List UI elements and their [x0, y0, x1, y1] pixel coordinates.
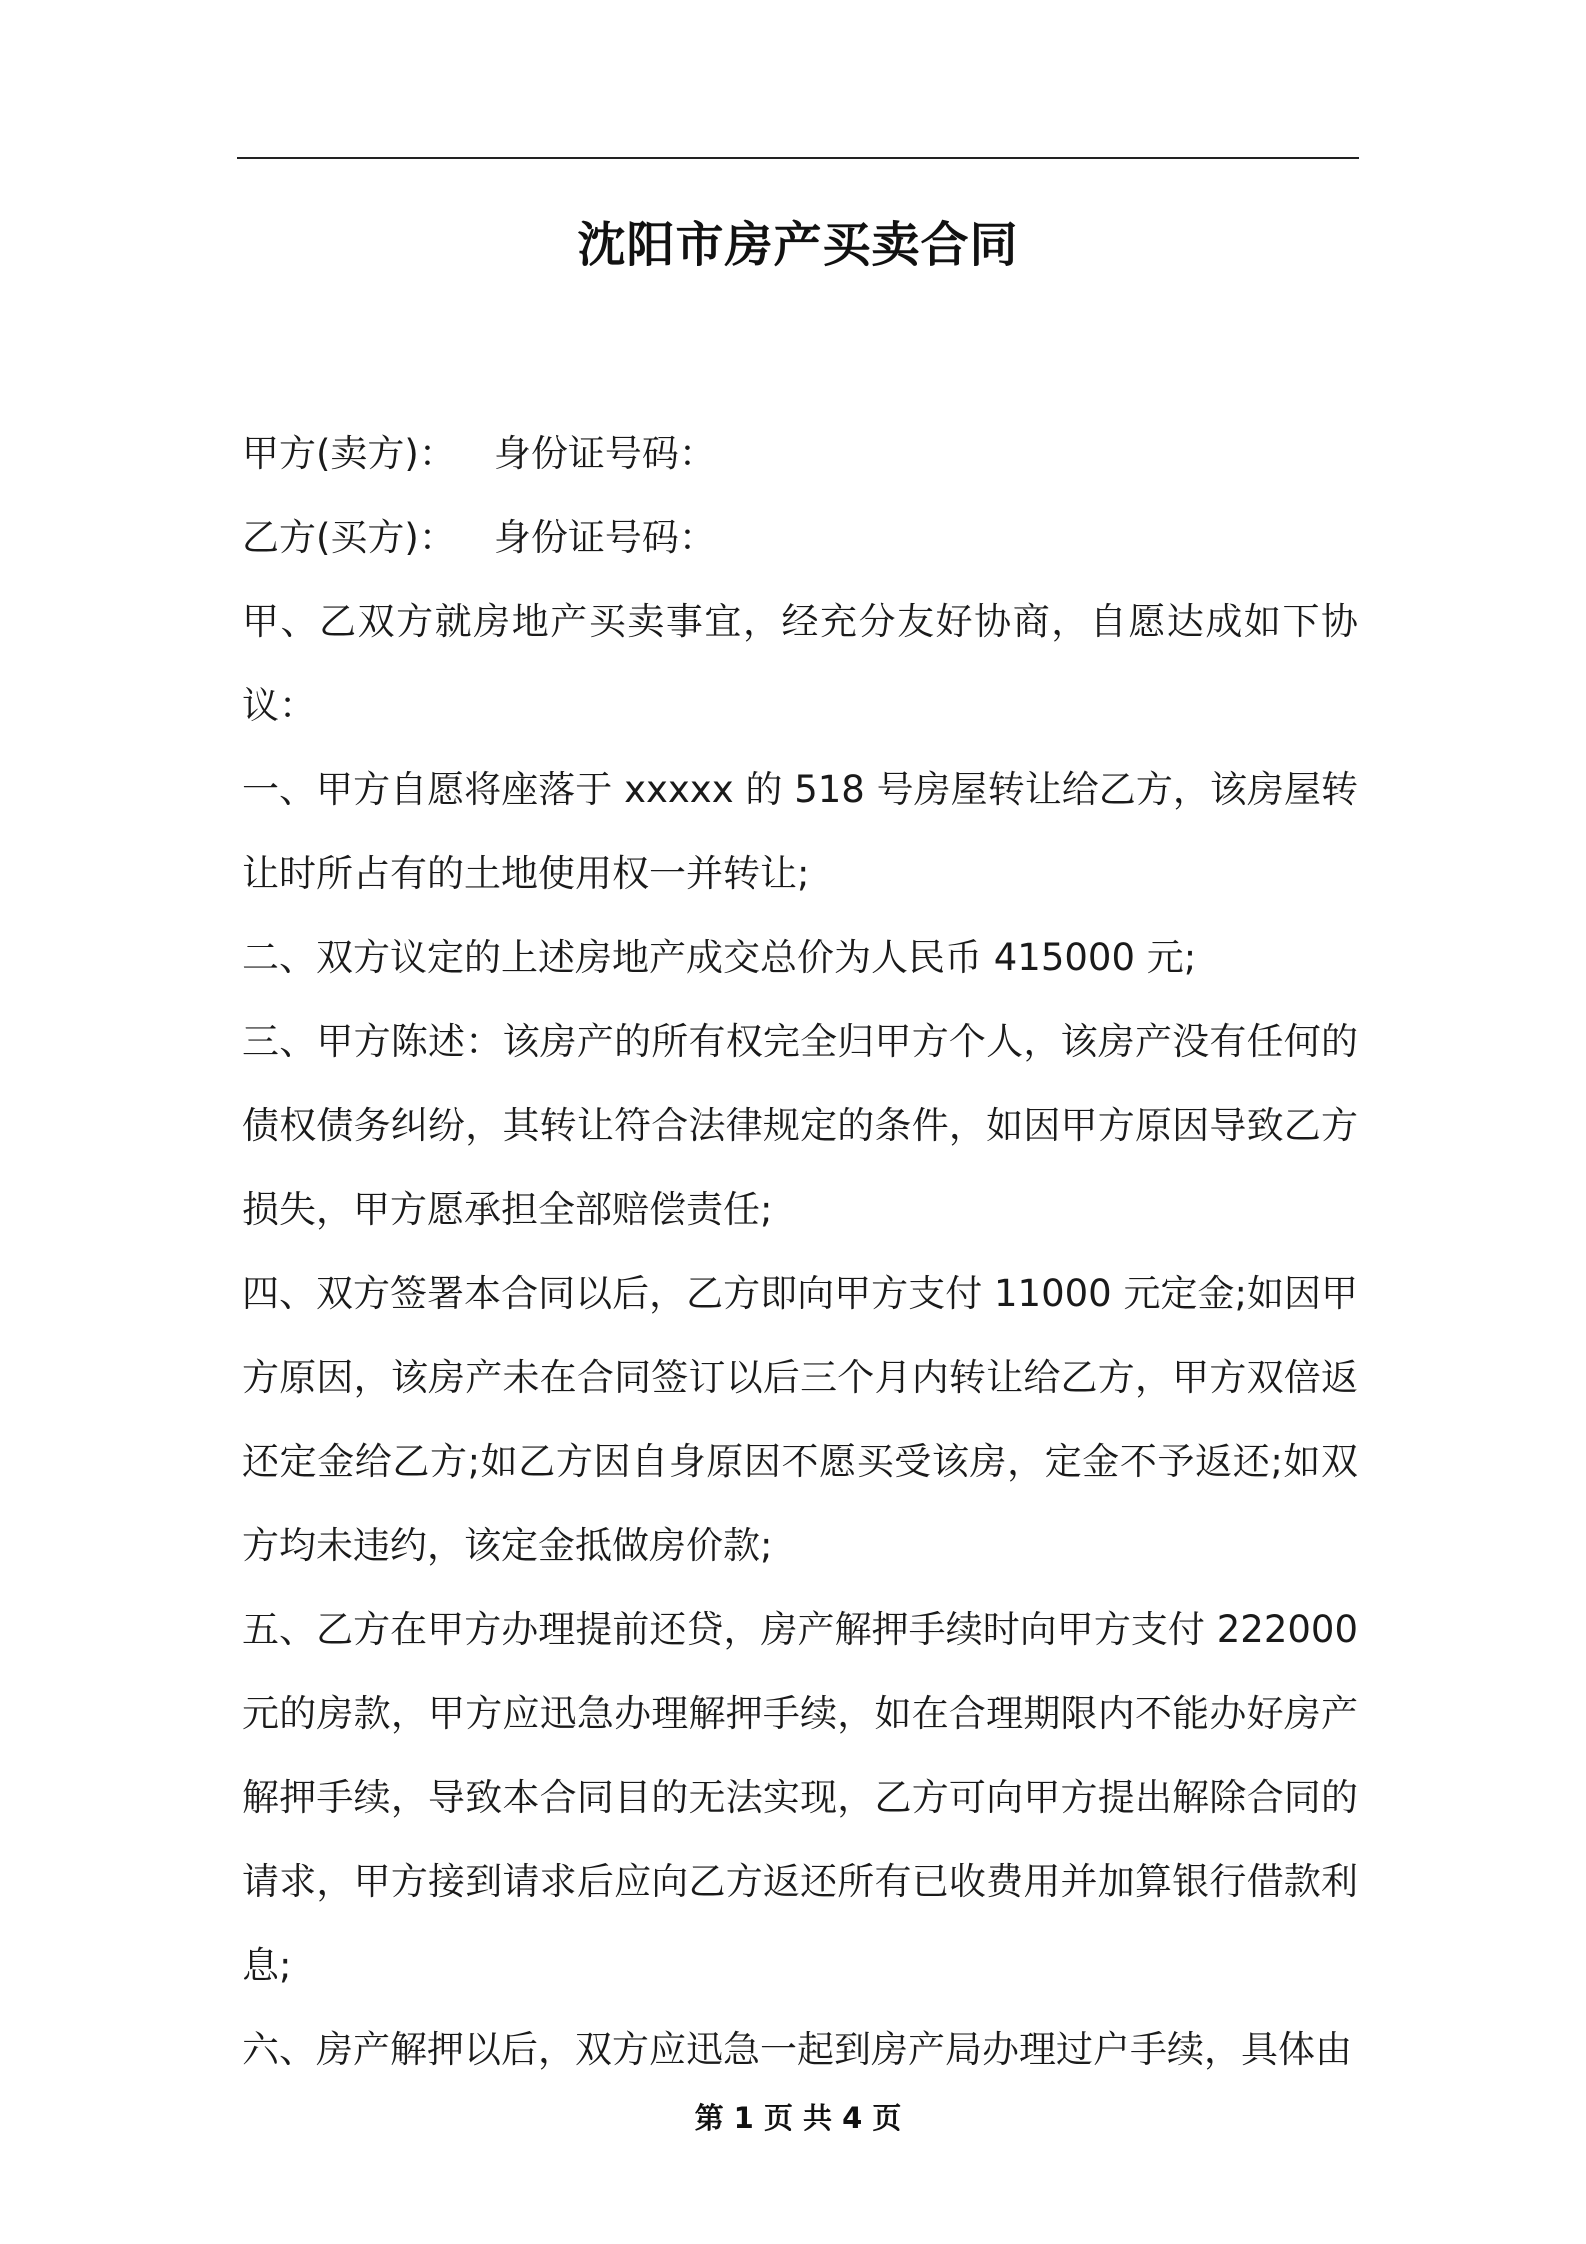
party-b-id-label: 身份证号码： — [493, 516, 716, 559]
contract-body — [242, 412, 1358, 2092]
intro-paragraph: 甲、乙双方就房地产买卖事宜，经充分友好协商，自愿达成如下协议： — [242, 600, 1358, 727]
clause-4: 四、双方签署本合同以后，乙方即向甲方支付 11000 元定金;如因甲方原因，该房产未在合同签订以后三个月内转让给乙方，甲方双倍返还定金给乙方;如乙方因自身原因不愿买受该房，定金不予返还;如双方均未违约，该定金抵做房价款; — [242, 1272, 1358, 1567]
header-rule — [237, 157, 1359, 159]
page-number: 第 1 页 共 4 页 — [694, 2101, 902, 2135]
clause-6: 六、房产解押以后，双方应迅急一起到房产局办理过户手续，具体由 — [242, 2028, 1352, 2071]
clause-5: 五、乙方在甲方办理提前还贷，房产解押手续时向甲方支付 222000 元的房款，甲方应迅急办理解押手续，如在合理期限内不能办好房产解押手续，导致本合同目的无法实现，乙方可向甲方提出解除合同的请求，甲方接到请求后应向乙方返还所有已收费用并加算银行借款利息; — [242, 1608, 1358, 1987]
clause-3: 三、甲方陈述：该房产的所有权完全归甲方个人，该房产没有任何的债权债务纠纷，其转让符合法律规定的条件，如因甲方原因导致乙方损失，甲方愿承担全部赔偿责任; — [242, 1020, 1358, 1231]
clause-2: 二、双方议定的上述房地产成交总价为人民币 415000 元; — [242, 936, 1197, 979]
document-title: 沈阳市房产买卖合同 — [577, 217, 1019, 273]
party-a-id-label: 身份证号码： — [493, 432, 716, 475]
party-a-line — [242, 412, 1358, 496]
party-b-line — [242, 496, 1358, 580]
party-a-label: 甲方(卖方)： — [242, 432, 456, 475]
party-b-label: 乙方(买方)： — [242, 516, 456, 559]
clause-1: 一、甲方自愿将座落于 xxxxx 的 518 号房屋转让给乙方，该房屋转让时所占有的土地使用权一并转让; — [242, 768, 1358, 895]
